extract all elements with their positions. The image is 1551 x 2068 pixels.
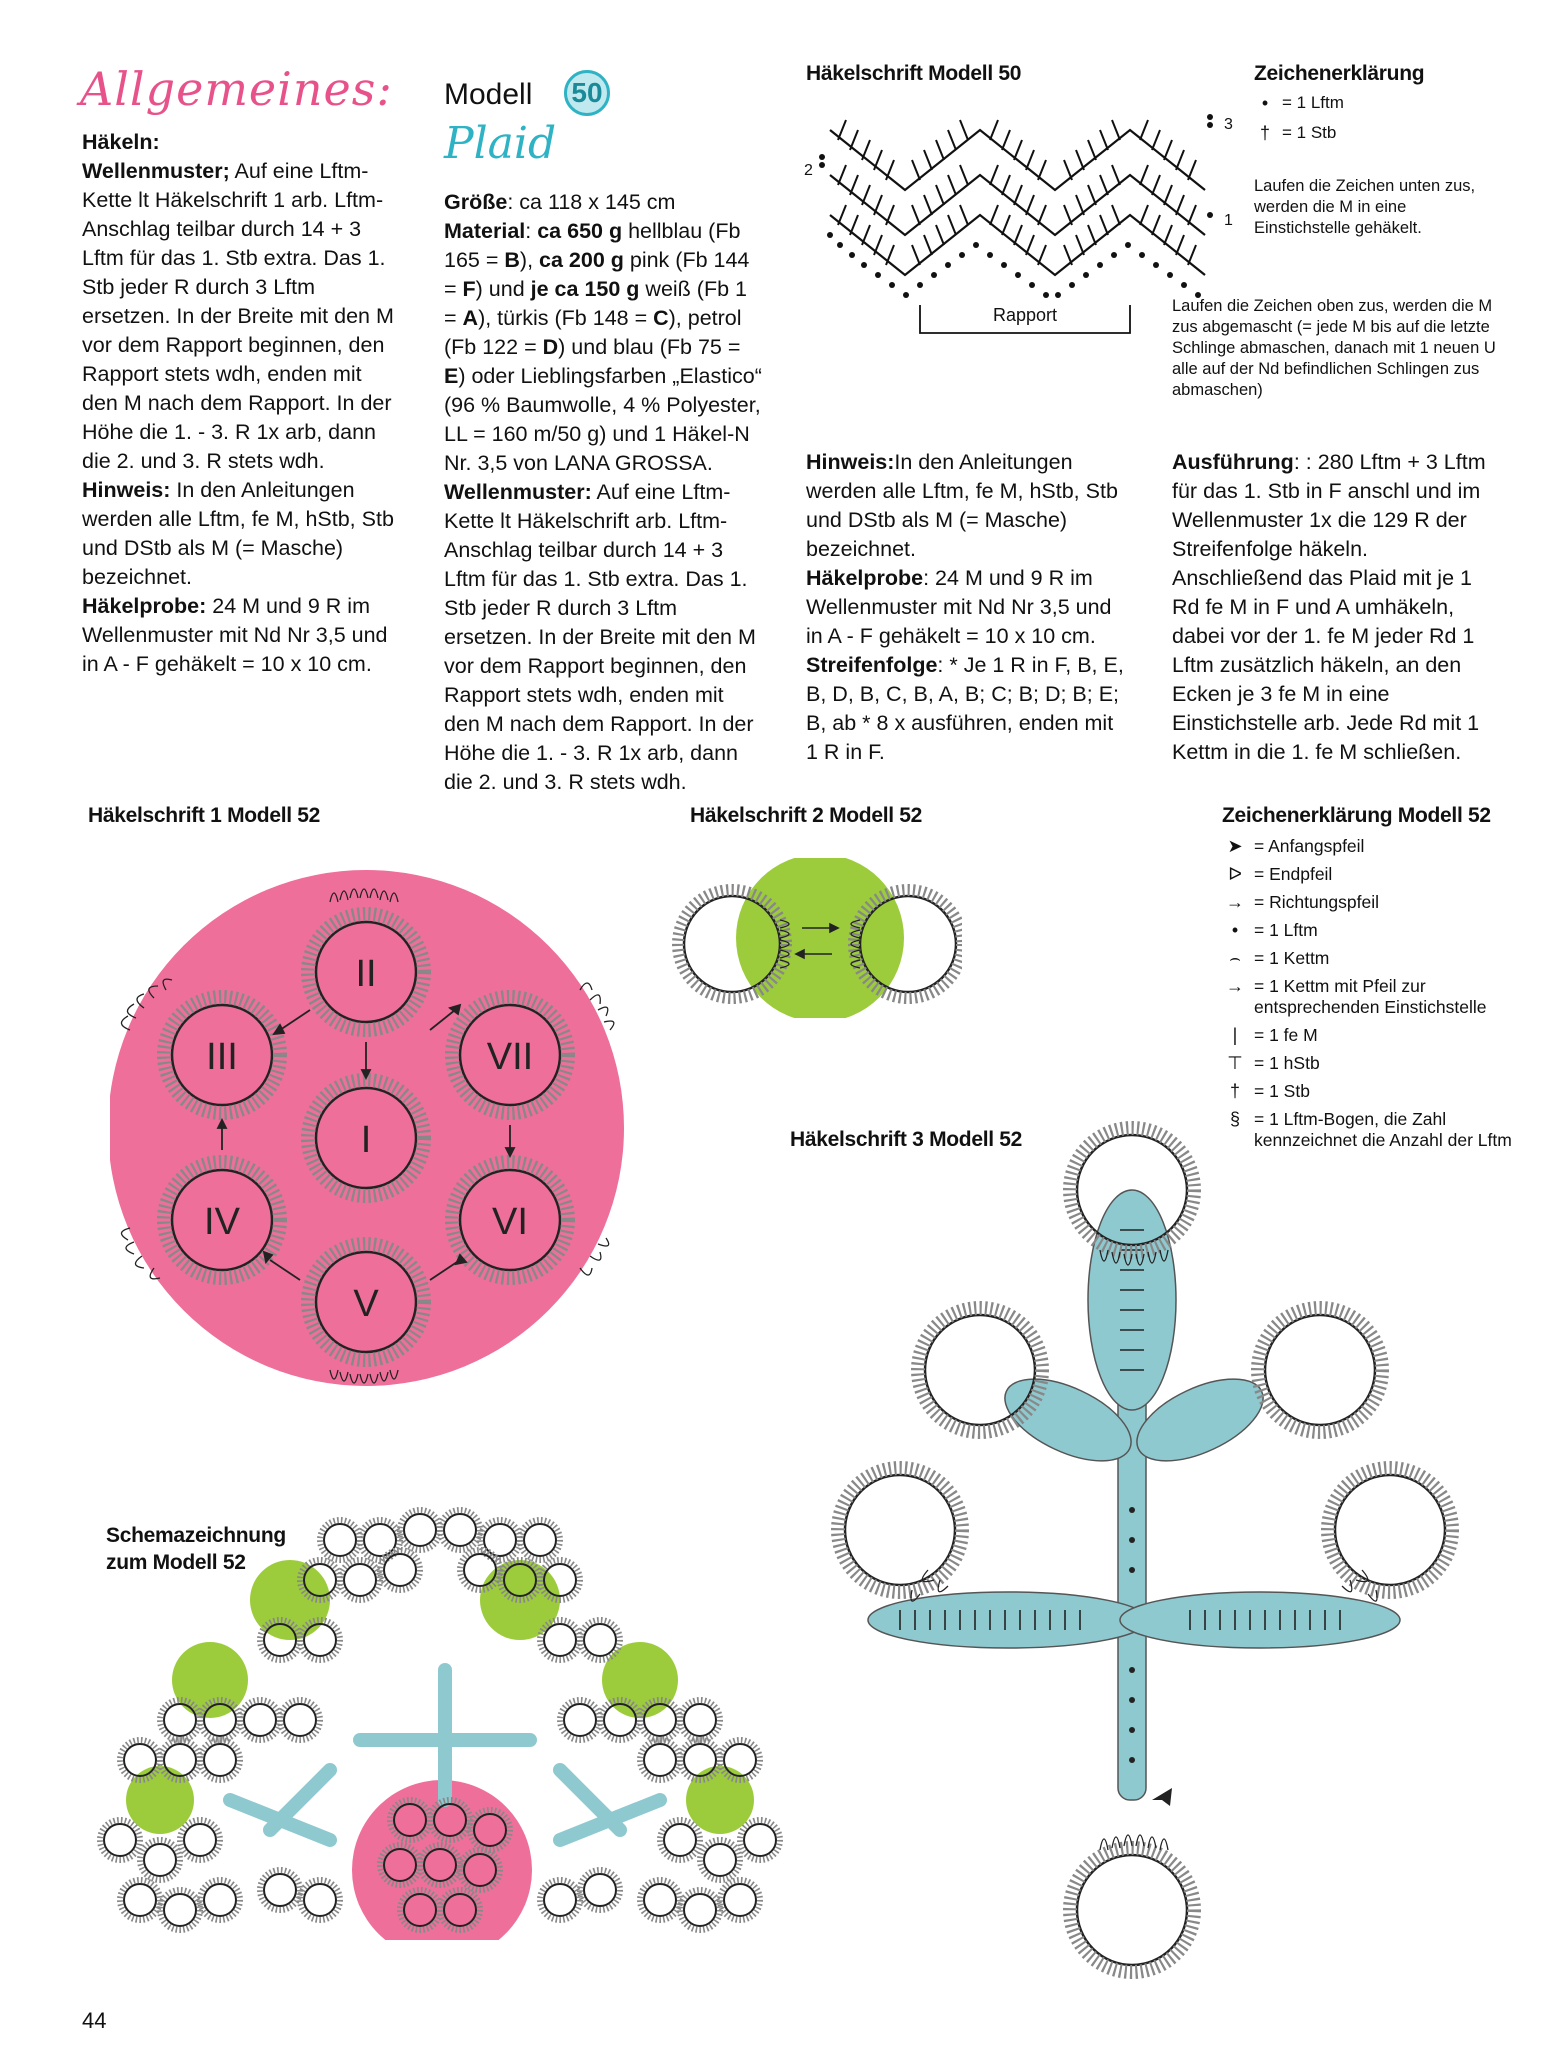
material-paragraph: Material: ca 650 g hellblau (Fb 165 = B), ca 200 g pink (Fb 144 = F) und je ca 150 g weiß (Fb 1 = A), türkis (Fb 148 = C), petrol (Fb 122 = D) und blau (Fb 75 = E) oder Lieblingsfarben „Elastico“ (96 % Baumwolle, 4 % Polyester, LL = 160 m/50 g) und 1 Häkel-N Nr. 3,5 von LANA GROSSA. — [444, 219, 762, 475]
svg-text:III: III — [206, 1036, 238, 1078]
haekelschrift-2-title: Häkelschrift 2 Modell 52 — [690, 804, 923, 827]
svg-text:I: I — [360, 1119, 372, 1161]
haekelschrift-3-chart — [700, 1110, 1460, 1990]
svg-text:VI: VI — [492, 1201, 528, 1243]
treble-icon: † — [1229, 1081, 1240, 1101]
model-details-column — [444, 188, 764, 797]
legend-50-item: • = 1 Lftm — [1254, 92, 1424, 114]
teal-cross-motif — [868, 1190, 1400, 1800]
haekelschrift-50-title: Häkelschrift Modell 50 — [806, 62, 1022, 85]
haekelprobe-text: 24 M und 9 R im Wellenmuster mit Nd Nr 3,5 und in A - F gehäkelt = 10 x 10 cm. — [82, 594, 388, 676]
haekeln-heading: Häkeln: — [82, 130, 160, 154]
wellenmuster-label-2: Wellenmuster: — [444, 480, 592, 504]
hinweis-label-2: Hinweis: — [806, 450, 895, 474]
haekelprobe-text-2: : 24 M und 9 R im Wellenmuster mit Nd Nr 3,5 und in A - F gehäkelt = 10 x 10 cm. — [806, 566, 1112, 648]
chain-loop-icon: § — [1229, 1109, 1240, 1129]
legend-52-item: • = 1 Lftm — [1222, 920, 1532, 941]
wellenmuster-text-2: Auf eine Lftm-Kette lt Häkelschrift arb. Lftm-Anschlag teilbar durch 14 + 3 Lftm für das 1. Stb extra. Das 1. Stb jeder R durch 3 Lftm ersetzen. In der Breite mit den M vor dem Rapport beginnen, den Rapport stets wdh, enden mit den M nach dem Rapport. In der Höhe die 1. - 3. R 1x arb, dann die 2. und 3. R stets wdh. — [444, 480, 756, 794]
execution-column — [1172, 448, 1492, 767]
direction-arrow-icon: → — [1226, 892, 1244, 912]
single-crochet-icon: | — [1232, 1025, 1238, 1045]
start-arrow-icon: ➤ — [1227, 836, 1243, 856]
modell-label: Modell — [444, 78, 533, 111]
legend-52-item: | = 1 fe M — [1222, 1025, 1532, 1046]
legend-52-item: ⊤ = 1 hStb — [1222, 1053, 1532, 1074]
notes-column — [806, 448, 1126, 767]
haekelprobe-label: Häkelprobe: — [82, 594, 207, 618]
hinweis-label: Hinweis: — [82, 478, 171, 502]
start-arrow — [1152, 1788, 1172, 1806]
streifenfolge-label: Streifenfolge — [806, 653, 938, 677]
legend-52-item: § = 1 Lftm-Bogen, die Zahl kennzeichnet die Anzahl der Lftm — [1222, 1109, 1532, 1151]
legend-50-note-below: Laufen die Zeichen unten zus, werden die M in eine Einstichstelle gehäkelt. — [1254, 177, 1476, 237]
half-treble-icon: ⊤ — [1227, 1053, 1243, 1073]
material-label: Material — [444, 219, 526, 243]
legend-52-item: ➤ = Anfangspfeil — [1222, 836, 1532, 857]
row-label-2: 2 — [804, 162, 813, 179]
haekelprobe-label-2: Häkelprobe — [806, 566, 924, 590]
slip-stitch-icon: ⌢ — [1229, 948, 1241, 968]
hinweis-text: In den Anleitungen werden alle Lftm, fe M, hStb, Stb und DStb als M (= Masche) bezeichnet. — [82, 478, 394, 589]
svg-text:V: V — [353, 1283, 379, 1325]
row-label-3: 3 — [1224, 116, 1233, 133]
section-title-allgemeines: Allgemeines: — [80, 62, 393, 116]
legend-52-item: † = 1 Stb — [1222, 1081, 1532, 1102]
legend-52-item: ᐅ = Endpfeil — [1222, 864, 1532, 885]
svg-text:VII: VII — [486, 1036, 534, 1078]
ausfuehrung-text: : : 280 Lftm + 3 Lftm für das 1. Stb in F anschl und im Wellenmuster 1x die 129 R der Streifenfolge häkeln. Anschließend das Plaid mit je 1 Rd fe M in F und A umhäkeln, dabei vor der 1. fe M jeder Rd 1 Lftm zusätzlich häkeln, an den Ecken je 3 fe M in eine Einstichstelle arb. Jede Rd mit 1 Kettm in die 1. fe M schließen. — [1172, 450, 1486, 764]
haekelschrift-2-chart — [662, 858, 962, 1018]
legend-50-item: † = 1 Stb — [1254, 122, 1424, 144]
modell-number-badge: 50 — [564, 70, 610, 116]
legend-50 — [1254, 62, 1424, 144]
chain-dot-icon: • — [1231, 920, 1239, 940]
treble-cross-icon: † — [1259, 123, 1270, 143]
haekelschrift-3-title: Häkelschrift 3 Modell 52 — [790, 1128, 1023, 1151]
legend-52-item: → = Richtungspfeil — [1222, 892, 1532, 913]
schema-title: Schemazeichnung zum Modell 52 — [106, 1524, 286, 1574]
chain-dot-icon: • — [1261, 93, 1269, 113]
legend-52-title: Zeichenerklärung Modell 52 — [1222, 804, 1491, 827]
streifenfolge-text: : * Je 1 R in F, B, E, B, D, B, C, B, A, B; C; B; D; B; E; B, ab * 8 x ausführen, enden mit 1 R in F. — [806, 653, 1124, 764]
row-label-1: 1 — [1224, 212, 1233, 229]
end-arrow-icon: ᐅ — [1228, 864, 1242, 884]
legend-50-note-above: Laufen die Zeichen oben zus, werden die M zus abgemascht (= jede M bis auf die letzte Schlinge abmaschen, danach mit 1 neuen U alle auf der Nd befindlichen Schlingen zus abmaschen) — [1172, 297, 1496, 399]
general-instructions-column — [82, 128, 402, 679]
groesse-text: : ca 118 x 145 cm — [507, 190, 676, 214]
legend-50-title: Zeichenerklärung — [1254, 62, 1425, 85]
groesse-label: Größe — [444, 190, 508, 214]
haekelschrift-1-chart — [110, 850, 650, 1390]
wellenmuster-label: Wellenmuster; — [82, 159, 230, 183]
wellenmuster-text: Auf eine Lftm-Kette lt Häkelschrift 1 arb. Lftm-Anschlag teilbar durch 14 + 3 Lftm für das 1. Stb extra. Das 1. Stb jeder R durch 3 Lftm ersetzen. In der Breite mit den M vor dem Rapport beginnen, den Rapport stets wdh, enden mit den M nach dem Rapport. In der Höhe die 1. - 3. R 1x arb, dann die 2. und 3. R stets wdh. — [82, 159, 394, 473]
schema-drawing — [80, 1470, 800, 1940]
modell-name: Plaid — [444, 118, 557, 169]
haekelschrift-1-title: Häkelschrift 1 Modell 52 — [88, 804, 321, 827]
legend-52-item: → = 1 Kettm mit Pfeil zur entsprechenden Einstichstelle — [1222, 976, 1532, 1018]
rapport-label: Rapport — [992, 305, 1058, 325]
svg-text:II: II — [355, 953, 377, 995]
page-number: 44 — [82, 2008, 107, 2033]
legend-52-item: ⌢ = 1 Kettm — [1222, 948, 1532, 969]
slip-stitch-arrow-icon: → — [1226, 976, 1244, 996]
ausfuehrung-label: Ausführung — [1172, 450, 1294, 474]
svg-text:IV: IV — [204, 1201, 240, 1243]
hinweis-text-2: In den Anleitungen werden alle Lftm, fe M, hStb, Stb und DStb als M (= Masche) bezeichnet. — [806, 450, 1118, 561]
